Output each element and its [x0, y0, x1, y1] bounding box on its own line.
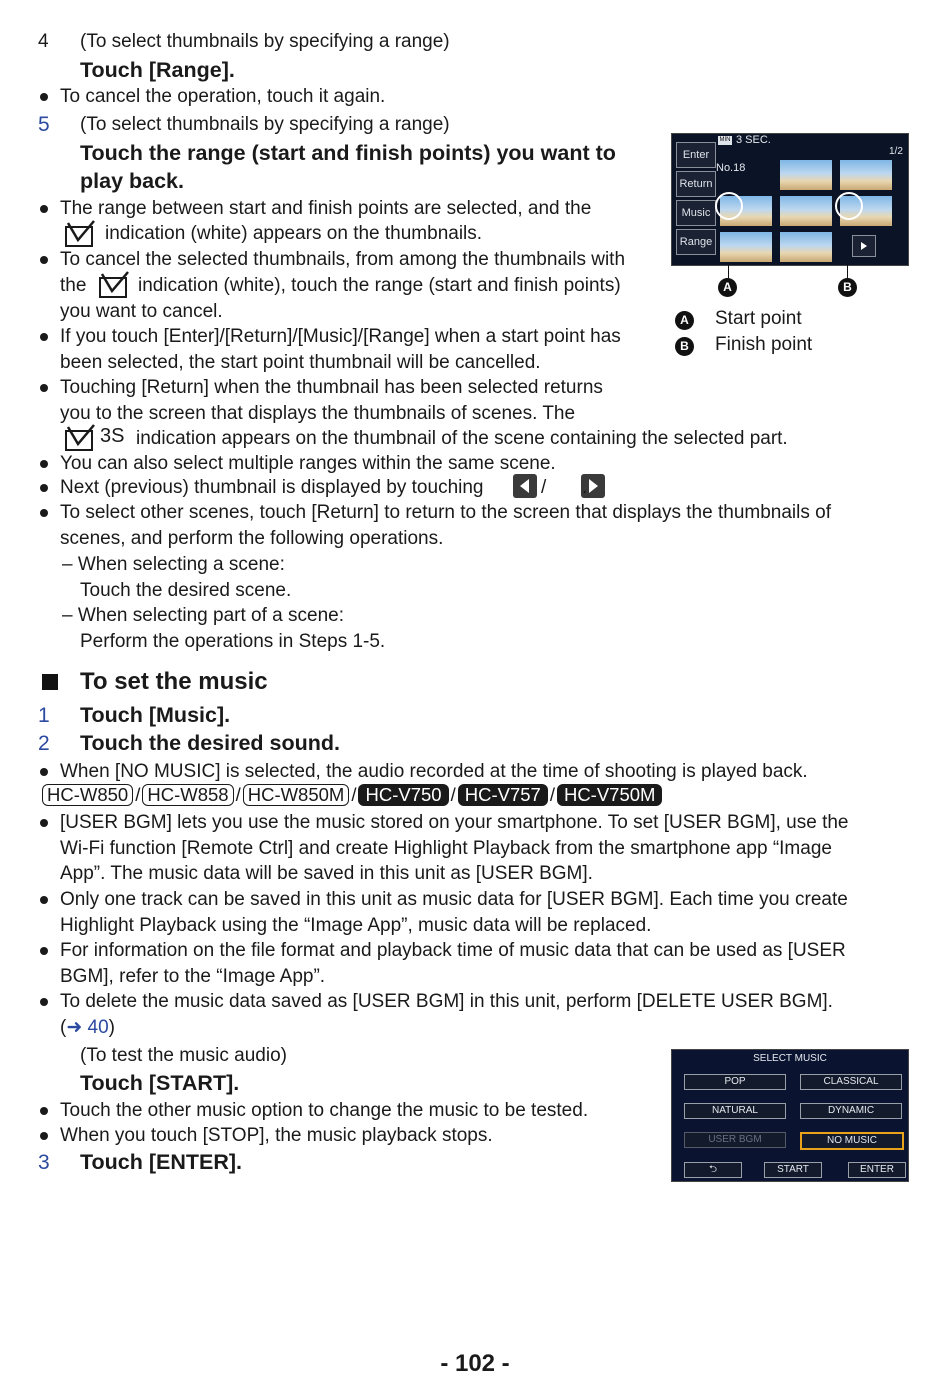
legend-start-point: Start point — [715, 308, 802, 329]
step5-dash2: – When selecting part of a scene: — [62, 605, 344, 626]
back-button[interactable]: ⮌ — [684, 1162, 742, 1178]
thumbnail[interactable] — [780, 232, 832, 262]
bullet6-period: . — [582, 477, 588, 498]
model-badge: HC-V757 — [458, 784, 548, 806]
music-bullet3-line1: Only one track can be saved in this unit as music data for [USER BGM]. Each time you create — [60, 889, 848, 910]
step5-bullet5: You can also select multiple ranges within the same scene. — [60, 453, 556, 474]
step5-bullet7-line2: scenes, and perform the following operations. — [60, 528, 444, 549]
bullet-icon — [40, 509, 48, 517]
step5-bullet2-line3: you want to cancel. — [60, 301, 223, 322]
bullet-icon — [40, 819, 48, 827]
previous-arrow-icon — [513, 474, 537, 498]
music-step3: Touch [ENTER]. — [80, 1150, 243, 1174]
step5-bullet2-line2b: indication (white), touch the range (start and finish points) — [138, 275, 621, 296]
music-bullet2-line1: [USER BGM] lets you use the music stored on your smartphone. To set [USER BGM], use the — [60, 812, 849, 833]
music-bullet3-line2: Highlight Playback using the “Image App”, music data will be replaced. — [60, 915, 652, 936]
thumbnail[interactable] — [780, 196, 832, 226]
step5-bullet2-line2a: the — [60, 275, 87, 296]
music-bullet6: Touch the other music option to change the music to be tested. — [60, 1100, 589, 1121]
natural-button[interactable]: NATURAL — [684, 1103, 786, 1119]
step5-bullet1-line1: The range between start and finish points are selected, and the — [60, 198, 592, 219]
thumbnail[interactable] — [780, 160, 832, 190]
step4-note: (To select thumbnails by specifying a range) — [80, 31, 450, 52]
step5-action-line2: play back. — [80, 169, 184, 193]
bullet-icon — [40, 1107, 48, 1115]
music-bullet2-line2: Wi-Fi function [Remote Ctrl] and create Highlight Playback from the smartphone app “Image — [60, 838, 832, 859]
start-button[interactable]: START — [764, 1162, 822, 1178]
music-section-title: To set the music — [80, 668, 268, 695]
range-button[interactable]: Range — [676, 229, 716, 255]
music-step1-number: 1 — [38, 704, 50, 727]
legend-marker-a: A — [675, 311, 694, 330]
music-bullet1: When [NO MUSIC] is selected, the audio recorded at the time of shooting is played back. — [60, 761, 808, 782]
ref-open: ( — [60, 1017, 67, 1038]
bullet-icon — [40, 1132, 48, 1140]
music-step3-number: 3 — [38, 1151, 50, 1174]
enter-button[interactable]: Enter — [676, 142, 716, 168]
music-step2-number: 2 — [38, 732, 50, 755]
thumbnail[interactable] — [720, 232, 772, 262]
bullet-icon — [40, 947, 48, 955]
step4-action: Touch [Range]. — [80, 58, 235, 82]
step5-bullet1-line2: indication (white) appears on the thumbnails. — [105, 223, 483, 244]
bullet-icon — [40, 256, 48, 264]
model-badge: HC-W850 — [42, 784, 133, 806]
model-badge: HC-W850M — [243, 784, 350, 806]
bullet-icon — [40, 484, 48, 492]
music-button[interactable]: Music — [676, 200, 716, 226]
music-bullet4-line2: BGM], refer to the “Image App”. — [60, 966, 326, 987]
enter-button[interactable]: ENTER — [848, 1162, 906, 1178]
model-badge: HC-W858 — [142, 784, 233, 806]
finish-point-marker-ring — [835, 192, 863, 220]
step5-dash1-detail: Touch the desired scene. — [80, 580, 292, 601]
music-bullet4-line1: For information on the file format and playback time of music data that can be used as [USER — [60, 940, 846, 961]
marker-a: A — [718, 278, 737, 297]
step5-bullet3-line1: If you touch [Enter]/[Return]/[Music]/[Range] when a start point has — [60, 326, 621, 347]
music-bullet7: When you touch [STOP], the music playback stops. — [60, 1125, 493, 1146]
page-reference-link[interactable]: ➜ 40 — [66, 1017, 109, 1038]
step5-bullet4-line2: you to the screen that displays the thumbnails of scenes. The — [60, 403, 576, 424]
step5-bullet4-line3: indication appears on the thumbnail of the scene containing the selected part. — [136, 428, 788, 449]
thumbnail[interactable] — [840, 160, 892, 190]
select-music-title: SELECT MUSIC — [753, 1053, 827, 1064]
leader-line — [728, 264, 729, 278]
bullet-icon — [40, 768, 48, 776]
step5-bullet2-line1: To cancel the selected thumbnails, from among the thumbnails with — [60, 249, 626, 270]
music-step2: Touch the desired sound. — [80, 731, 341, 755]
model-badge: HC-V750 — [358, 784, 448, 806]
section-square-icon — [42, 674, 58, 690]
music-bullet5-reference — [60, 1015, 115, 1040]
model-badge: HC-V750M — [557, 784, 663, 806]
mode-icon: MIN — [719, 137, 731, 143]
step4-bullet: To cancel the operation, touch it again. — [60, 86, 386, 107]
step5-action-line1: Touch the range (start and finish points) you want to — [80, 141, 616, 165]
bullet-icon — [40, 93, 48, 101]
bullet-icon — [40, 460, 48, 468]
step5-bullet7-line1: To select other scenes, touch [Return] to return to the screen that displays the thumbnails of — [60, 502, 831, 523]
step5-bullet4-line1: Touching [Return] when the thumbnail has been selected returns — [60, 377, 603, 398]
pop-button[interactable]: POP — [684, 1074, 786, 1090]
step5-note: (To select thumbnails by specifying a range) — [80, 114, 450, 135]
step5-dash2-detail: Perform the operations in Steps 1-5. — [80, 631, 386, 652]
page-number: - 102 - — [440, 1350, 510, 1377]
music-step1: Touch [Music]. — [80, 703, 231, 727]
ref-close: ) — [108, 1017, 115, 1038]
bullet-icon — [40, 998, 48, 1006]
marker-b: B — [838, 278, 857, 297]
step5-dash1: – When selecting a scene: — [62, 554, 285, 575]
arrow-slash: / — [541, 477, 547, 498]
step5-bullet3-line2: been selected, the start point thumbnail will be cancelled. — [60, 352, 541, 373]
dynamic-button[interactable]: DYNAMIC — [800, 1103, 902, 1119]
music-bullet2-line3: App”. The music data will be saved in this unit as [USER BGM]. — [60, 863, 593, 884]
legend-marker-b: B — [675, 337, 694, 356]
start-point-marker-ring — [715, 192, 743, 220]
next-page-button[interactable] — [852, 235, 876, 257]
thumbnail-screen — [671, 133, 909, 266]
bullet-icon — [40, 896, 48, 904]
music-test-note: (To test the music audio) — [80, 1045, 287, 1066]
bullet-icon — [40, 205, 48, 213]
bullet-icon — [40, 333, 48, 341]
scene-number: No.18 — [716, 162, 746, 174]
leader-line — [847, 264, 848, 278]
classical-button[interactable]: CLASSICAL — [800, 1074, 902, 1090]
return-button[interactable]: Return — [676, 171, 716, 197]
page-indicator: 1/2 — [889, 146, 903, 157]
no-music-button[interactable]: NO MUSIC — [800, 1132, 904, 1150]
user-bgm-button[interactable]: USER BGM — [684, 1132, 786, 1148]
legend-finish-point: Finish point — [715, 334, 813, 355]
music-bullet5-line1: To delete the music data saved as [USER BGM] in this unit, perform [DELETE USER BGM]. — [60, 991, 833, 1012]
step5-number: 5 — [38, 113, 50, 136]
step5-bullet6: Next (previous) thumbnail is displayed by touching — [60, 477, 484, 498]
bullet-icon — [40, 384, 48, 392]
model-list: HC-W850 / HC-W858 / HC-W850M / HC-V750 / HC-V757 / HC-V750M — [42, 784, 662, 806]
music-test-action: Touch [START]. — [80, 1071, 240, 1095]
mode-label: 3 SEC. — [736, 134, 771, 146]
select-music-screen — [671, 1049, 909, 1182]
step5-3s-icon: 3S — [100, 425, 125, 447]
step4-number: 4 — [38, 31, 49, 52]
